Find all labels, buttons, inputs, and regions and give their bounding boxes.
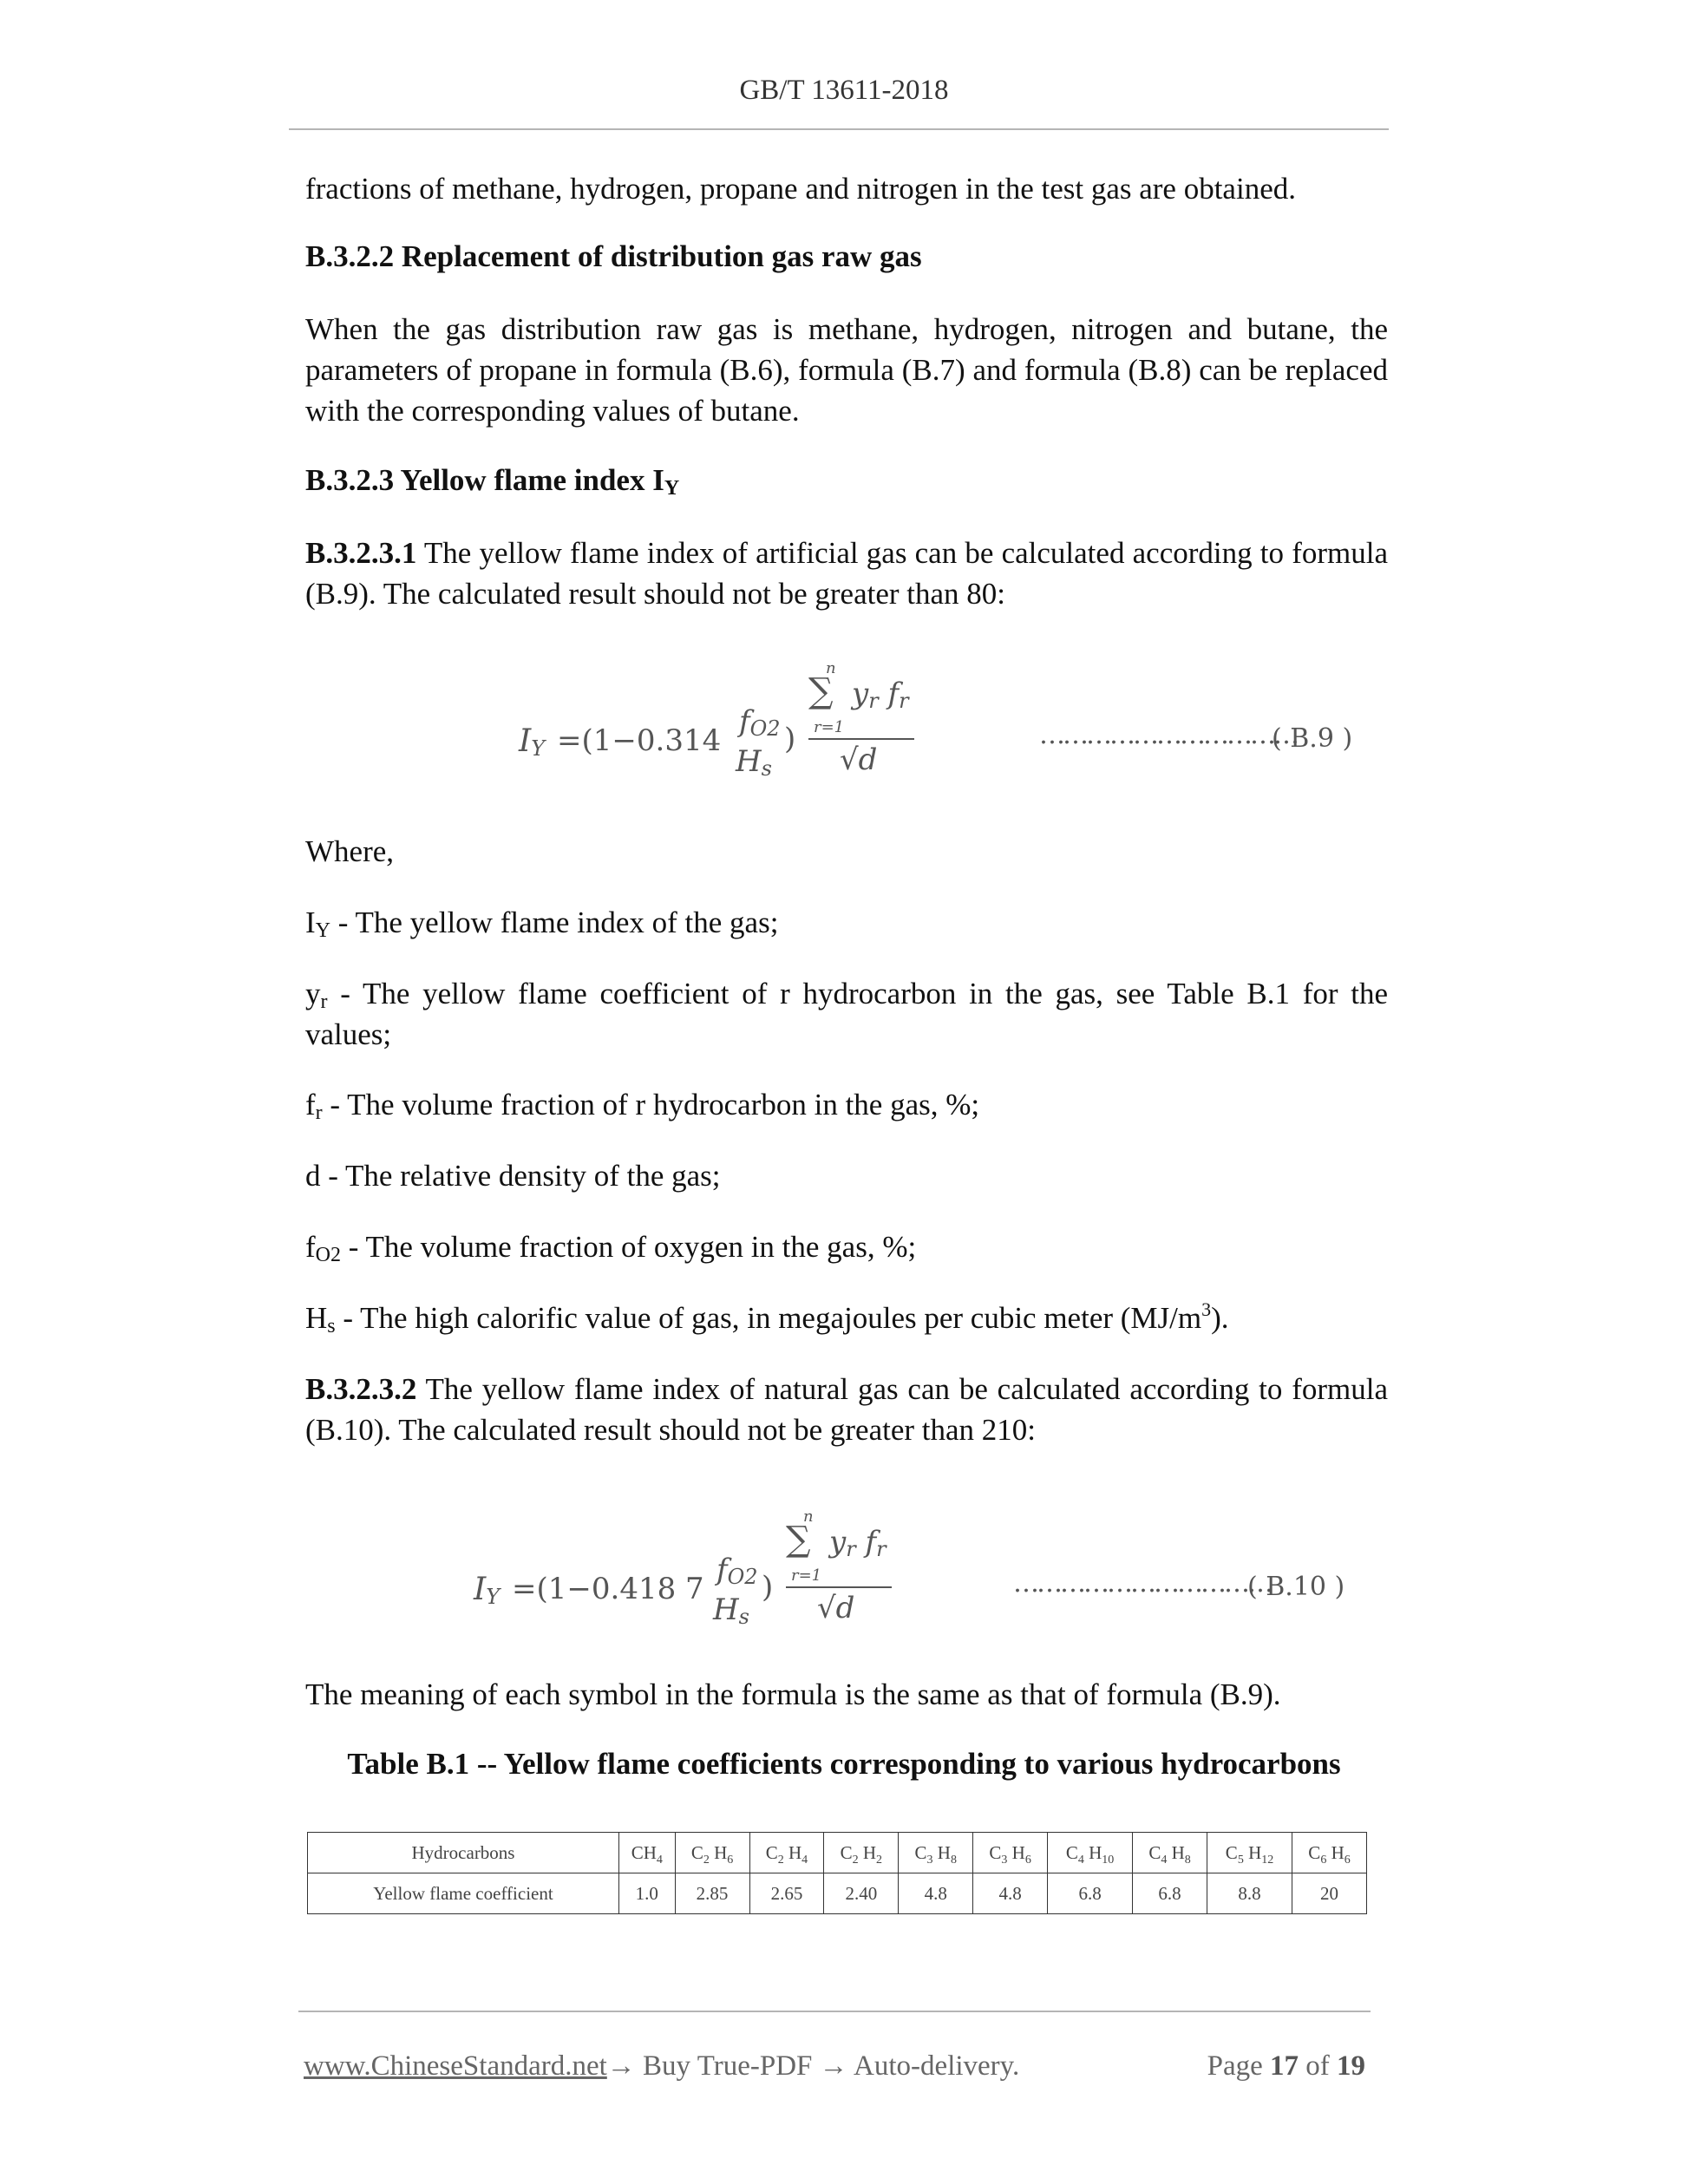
- auto-delivery-text: Auto-delivery.: [847, 2050, 1020, 2082]
- hydrocarbon-cell: $C_2$ $H_2$: [824, 1833, 899, 1873]
- where-label: Where,: [305, 834, 395, 868]
- formula-sqrt: √d: [817, 1591, 855, 1625]
- coefficient-cell: 6.8: [1133, 1873, 1207, 1914]
- heading-subscript: Y: [664, 477, 680, 500]
- footer-promo: [304, 2050, 1019, 2083]
- hydrocarbon-cell: $CH_4$: [619, 1833, 676, 1873]
- fraction-bar: [786, 1586, 892, 1588]
- intro-line: fractions of methane, hydrogen, propane and nitrogen in the test gas are obtained.: [305, 172, 1296, 206]
- page-total: 19: [1337, 2050, 1365, 2082]
- formula-b10: [468, 1507, 1388, 1638]
- section-heading-b3222: B.3.2.2 Replacement of distribution gas raw gas: [305, 239, 922, 273]
- definition-item: $I_Y$ - The yellow flame index of the gas;: [305, 906, 779, 942]
- formula-denominator: $H_s$: [736, 744, 772, 781]
- of-word: of: [1305, 2050, 1330, 2082]
- definition-item: $f_{O2}$ - The volume fraction of oxygen in the gas, %;: [305, 1230, 917, 1266]
- coefficient-cell: 8.8: [1207, 1873, 1292, 1914]
- sum-lower-limit: r=1: [814, 718, 845, 736]
- formula-numerator: $f_{O2}$: [739, 704, 781, 741]
- heading-text: B.3.2.3 Yellow flame index I: [305, 463, 664, 497]
- hydrocarbon-cell: $C_2$ $H_4$: [749, 1833, 824, 1873]
- clause-number: B.3.2.3.2: [305, 1372, 417, 1406]
- coefficient-cell: 6.8: [1048, 1873, 1133, 1914]
- hydrocarbon-cell: $C_3$ $H_8$: [899, 1833, 973, 1873]
- formula-b9: [512, 659, 1388, 789]
- formula-leader-dots: ……………………………: [1039, 720, 1297, 750]
- buy-text: Buy True-PDF: [635, 2050, 820, 2082]
- coefficient-cell: 1.0: [619, 1873, 676, 1914]
- hydrocarbon-cell: $C_4$ $H_{10}$: [1048, 1833, 1133, 1873]
- definition-item: $f_r$ - The volume fraction of r hydrocarbon in the gas, %;: [305, 1088, 980, 1124]
- formula-coefficient: =(1−0.418 7: [512, 1572, 704, 1606]
- hydrocarbon-cell: $C_5$ $H_{12}$: [1207, 1833, 1292, 1873]
- sum-terms: $y_r$ $f_r$: [852, 677, 909, 713]
- hydrocarbon-cell: $C_4$ $H_8$: [1133, 1833, 1207, 1873]
- table-row-hydrocarbons: [308, 1833, 1367, 1873]
- page-word: Page: [1207, 2050, 1263, 2082]
- coefficient-cell: 2.85: [675, 1873, 749, 1914]
- formula-number-b9: ( B.9 ): [1272, 723, 1353, 754]
- coefficient-cell: 20: [1292, 1873, 1367, 1914]
- yellow-flame-coefficient-table: [307, 1832, 1367, 1914]
- hydrocarbon-cell: $C_6$ $H_6$: [1292, 1833, 1367, 1873]
- sum-sigma: ∑: [808, 671, 834, 711]
- formula-lhs: $I_Y$: [519, 723, 546, 761]
- page-number: 17: [1270, 2050, 1299, 2082]
- page-counter: [1207, 2050, 1365, 2083]
- definition-item: $y_r$ - The yellow flame coefficient of r hydrocarbon in the gas, see Table B.1 for the values;: [305, 977, 1388, 1051]
- arrow-icon: →: [606, 2050, 636, 2082]
- sum-upper-limit: n: [826, 659, 836, 677]
- row-label: Hydrocarbons: [308, 1833, 619, 1873]
- sum-upper-limit: n: [803, 1507, 814, 1526]
- section-text-b32231: [305, 533, 1388, 614]
- coefficient-cell: 4.8: [973, 1873, 1048, 1914]
- clause-text: The yellow flame index of natural gas can be calculated according to formula (B.10). The calculated result should not be greater than 210:: [305, 1372, 1388, 1447]
- definition-item: $H_s$ - The high calorific value of gas, in megajoules per cubic meter $(MJ/m^3)$.: [305, 1298, 1229, 1337]
- symbol-meaning-note: The meaning of each symbol in the formula is the same as that of formula (B.9).: [305, 1677, 1281, 1711]
- section-text-b32232: [305, 1369, 1388, 1450]
- row-label: Yellow flame coefficient: [308, 1873, 619, 1914]
- formula-coefficient: =(1−0.314: [557, 723, 722, 758]
- coefficient-cell: 4.8: [899, 1873, 973, 1914]
- chinesestandard-link[interactable]: www.ChineseStandard.net: [304, 2050, 607, 2082]
- sum-sigma: ∑: [786, 1520, 811, 1560]
- table-row-coefficients: [308, 1873, 1367, 1914]
- arrow-icon: →: [819, 2050, 848, 2082]
- formula-numerator: $f_{O2}$: [716, 1553, 758, 1589]
- formula-lhs: $I_Y$: [474, 1572, 501, 1609]
- formula-denominator: $H_s$: [713, 1592, 749, 1629]
- hydrocarbon-cell: $C_2$ $H_6$: [675, 1833, 749, 1873]
- formula-leader-dots: ……………………………: [1013, 1568, 1271, 1599]
- sum-terms: $y_r$ $f_r$: [829, 1525, 887, 1561]
- definition-item: d - The relative density of the gas;: [305, 1159, 721, 1193]
- clause-text: The yellow flame index of artificial gas can be calculated according to formula (B.9). The calculated result should not be greater than 80:: [305, 536, 1388, 611]
- section-text-b3222: When the gas distribution raw gas is methane, hydrogen, nitrogen and butane, the parameters of propane in formula (B.6), formula (B.7) and formula (B.8) can be replaced with the corresponding values of butane.: [305, 312, 1388, 428]
- table-title: Table B.1 -- Yellow flame coefficients corresponding to various hydrocarbons: [347, 1747, 1341, 1781]
- formula-sqrt: √d: [840, 742, 878, 777]
- document-id-header: GB/T 13611-2018: [739, 75, 949, 106]
- formula-paren: ): [762, 1570, 774, 1605]
- hydrocarbon-cell: $C_3$ $H_6$: [973, 1833, 1048, 1873]
- footer-divider: [298, 2011, 1371, 2012]
- fraction-bar: [808, 738, 914, 740]
- header-divider: [289, 128, 1389, 130]
- formula-paren: ): [784, 722, 796, 756]
- coefficient-cell: 2.65: [749, 1873, 824, 1914]
- clause-number: B.3.2.3.1: [305, 536, 417, 570]
- coefficient-cell: 2.40: [824, 1873, 899, 1914]
- formula-number-b10: ( B.10 ): [1247, 1572, 1345, 1602]
- section-heading-b3223: [305, 463, 679, 498]
- sum-lower-limit: r=1: [791, 1566, 822, 1585]
